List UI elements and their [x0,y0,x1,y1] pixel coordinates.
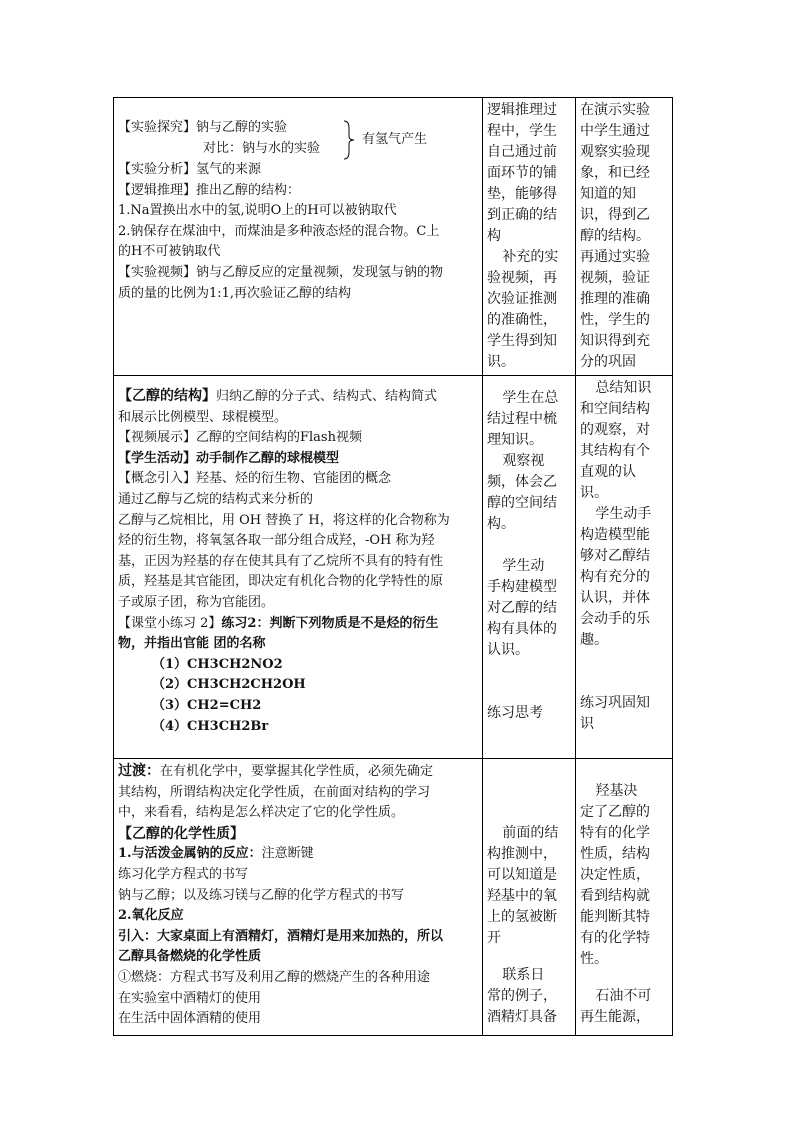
design-intent-cell [576,376,673,759]
text-line: 逻辑推理过 [487,102,557,118]
text-line: 认识。 [487,642,529,658]
text-line: 学生在总 [502,390,559,406]
text-line: 够对乙醇结 [580,548,650,564]
text-line: 其结构有个 [580,443,650,459]
text-line [487,535,571,556]
text-line: 自己通过前 [487,144,557,160]
text-line: 知道的知 [580,186,636,202]
student-activity-cell [483,759,576,1036]
table-row [114,759,673,1036]
text-line: 结过程中梳 [487,411,557,427]
text-line: 推理的准确 [580,291,650,307]
text-line: 【实验分析】氢气的来源 [118,162,262,177]
text-line: 联系日 [502,967,545,983]
text-line: 看到结构就 [580,888,650,904]
text-line: 在演示实验 [580,102,650,118]
text-line: 子或原子团，称为官能团。 [118,594,275,610]
brace-result: 有氢气产生 [362,132,428,147]
text-line: 补充的实 [502,249,559,265]
table-row [114,376,673,759]
text-line: 构。 [487,516,515,532]
formula-item: （4）CH3CH2Br [152,718,269,734]
text-line: 次验证推测 [487,291,557,307]
text-line: 趣。 [580,632,608,648]
formula-item: （2）CH3CH2CH2OH [152,677,306,693]
formula-item: （1）CH3CH2NO2 [152,656,283,672]
student-activity-cell [483,98,576,376]
text-line: 对乙醇的结 [487,600,557,616]
text-line: 羟基决 [595,783,638,799]
text-line: 有的化学特 [580,930,650,946]
text-line: 通过乙醇与乙烷的结构式来分析的 [118,491,314,507]
section-heading: 【乙醇的结构】归纳乙醇的分子式、结构式、结构简式 [118,388,438,404]
text-line: 其结构，所谓结构决定化学性质，在前面对结构的学习 [118,784,431,800]
text-line: 构推测中， [487,846,557,862]
section-heading: 【乙醇的化学性质】 [118,825,244,842]
exercise-heading: 【课堂小练习 2】练习2：判断下列物质是不是烃的衍生 [118,615,439,631]
text-line: 【实验视频】钠与乙醇反应的定量视频，发现氢与钠的物 [118,264,444,280]
transition-line: 过渡：在有机化学中，要掌握其化学性质，必须先确定 [118,763,434,779]
text-line: 知识得到充 [580,333,650,349]
text-line: 分的巩固 [580,354,636,370]
text-line: 手构建模型 [487,579,557,595]
text-line: 物，并指出官能 团的名称 [118,636,266,652]
text-line: 再生能源， [580,1009,650,1025]
text-line: 前面的结 [502,825,559,841]
text-line: 在生活中固体酒精的使用 [118,1011,262,1027]
text-line: 总结知识 [595,380,652,396]
text-line: 可以知道是 [487,867,557,883]
text-line: 乙醇具备燃烧的化学性质 [118,949,262,965]
text-line: 引入：大家桌面上有酒精灯，酒精灯是用来加热的，所以 [118,928,444,944]
text-line: 频，体会乙 [487,474,557,490]
text-line: 能判断其特 [580,909,650,925]
text-line: 构 [487,228,501,244]
text-line: 练习思考 [487,705,543,721]
text-line: 练习巩固知 [580,695,650,711]
text-line: 观察实验现 [580,144,650,160]
text-line: 【概念引入】羟基、烃的衍生物、官能团的概念 [118,471,392,487]
text-line: 的准确性， [487,312,557,328]
text-line: 视频，验证 [580,270,650,286]
text-line: ①燃烧：方程式书写及利用乙醇的燃烧产生的各种用途 [118,969,431,985]
text-line: 程中，学生 [487,123,557,139]
right-brace-icon [343,120,355,160]
text-line: 识 [580,716,594,732]
table-row [114,98,673,376]
text-line: 认识，并体 [580,590,650,606]
text-line: 和展示比例模型、球棍模型。 [118,409,288,425]
text-line: 学生得到知 [487,333,557,349]
text-line: 识，得到乙 [580,207,650,223]
teaching-content-cell [114,98,483,376]
text-line: 垫，能够得 [487,186,557,202]
text-line: 烃的衍生物，将氧氢各取一部分组合成羟，-OH 称为羟 [118,533,435,549]
teaching-content-cell [114,376,483,759]
text-line: 性。 [580,951,608,967]
text-line: 定了乙醇的 [580,804,650,820]
design-intent-cell [576,759,673,1036]
text-line: 识。 [487,354,515,370]
text-line: 质的量的比例为1:1,再次验证乙醇的结构 [118,285,352,301]
text-line: 性质，结构 [580,846,650,862]
text-line: 构造模型能 [580,527,650,543]
text-line: 特有的化学 [580,825,650,841]
text-line: 象，和已经 [580,165,650,181]
text-line: 构有具体的 [487,621,557,637]
text-line: 1.Na置换出水中的氢,说明O上的H可以被钠取代 [118,203,397,219]
text-line: 识。 [580,485,608,501]
text-line: 开 [487,930,501,946]
teaching-content-cell [114,759,483,1036]
text-line: 直观的认 [580,464,636,480]
text-line: 羟基中的氧 [487,888,557,904]
text-line: 和空间结构 [580,401,650,417]
formula-item: （3）CH2=CH2 [152,697,262,713]
text-line: 质，羟基是其官能团，即决定有机化合物的化学特性的原 [118,574,444,590]
text-line: 学生动手 [595,506,652,522]
text-line: 2.氧化反应 [118,908,184,924]
text-line: 构有充分的 [580,569,650,585]
text-line: 会动手的乐 [580,611,650,627]
text-line: 理知识。 [487,432,543,448]
text-line: 2.钠保存在煤油中，而煤油是多种液态烃的混合物。C上 [118,223,440,239]
text-line: 的H不可被钠取代 [118,244,221,260]
text-line: 【实验探究】钠与乙醇的实验 [118,120,288,135]
text-line: 醇的空间结 [487,495,557,511]
text-line: 面环节的铺 [487,165,557,181]
text-line: 中，来看看，结构是怎么样决定了它的化学性质。 [118,805,405,821]
text-line: 上的氢被断 [487,909,557,925]
text-line: 中学生通过 [580,123,650,139]
text-line: 观察视 [502,453,545,469]
text-line: 的观察，对 [580,422,650,438]
student-activity-cell [483,376,576,759]
lesson-plan-table [113,97,673,1036]
text-line: 基，正因为羟基的存在使其具有了乙烷所不具有的特有性 [118,553,444,569]
design-intent-cell [576,98,673,376]
text-line: 醇的结构。 [580,228,650,244]
text-line: 酒精灯具备 [487,1009,557,1025]
text-line: 到正确的结 [487,207,557,223]
text-line: 性，学生的 [580,312,650,328]
text-line: 再通过实验 [580,249,650,265]
text-line: 决定性质， [580,867,650,883]
text-line: 学生动 [502,558,545,574]
text-line: 在实验室中酒精灯的使用 [118,990,262,1006]
text-line: 对比：钠与水的实验 [203,140,321,156]
text-line: 【视频展示】乙醇的空间结构的Flash视频 [118,430,362,446]
text-line: 练习化学方程式的书写 [118,866,249,882]
text-line: 常的例子， [487,988,557,1004]
text-line: 1.与活泼金属钠的反应：注意断键 [118,846,314,862]
text-line: 验视频，再 [487,270,557,286]
text-line: 【逻辑推理】推出乙醇的结构： [118,182,301,198]
text-line: 钠与乙醇；以及练习镁与乙醇的化学方程式的书写 [118,887,405,903]
text-line: 乙醇与乙烷相比，用 OH 替换了 H，将这样的化合物称为 [118,512,450,528]
text-line: 石油不可 [595,988,652,1004]
text-line: 【学生活动】动手制作乙醇的球棍模型 [118,450,340,466]
